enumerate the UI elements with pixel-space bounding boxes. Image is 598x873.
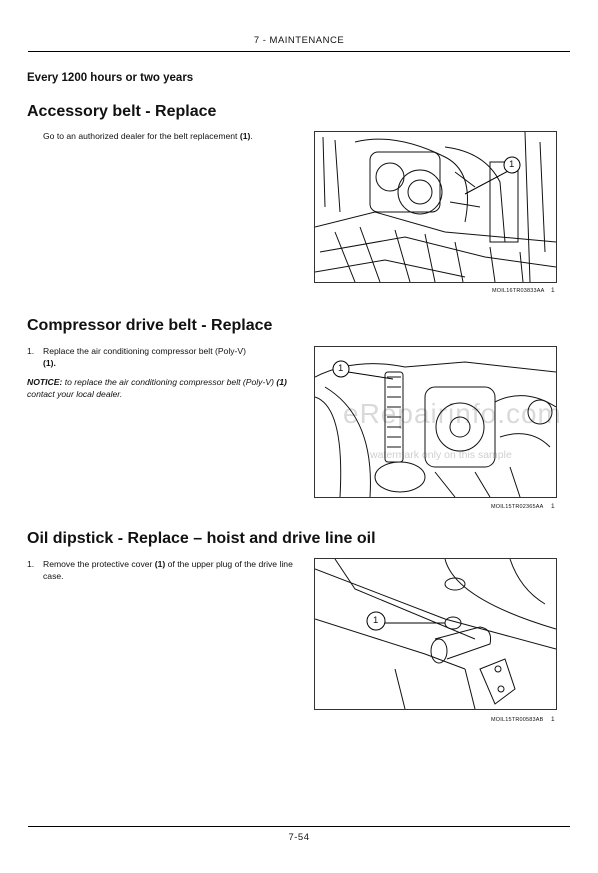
footer-rule	[28, 826, 570, 827]
figure-number: 1	[551, 287, 555, 294]
compressor-step-1: 1. Replace the air conditioning compressor belt (Poly-V) (1).	[27, 346, 247, 368]
dipstick-step-1: 1. Remove the protective cover (1) of the upper plug of the drive line case.	[27, 559, 293, 581]
section-title-oil-dipstick: Oil dipstick - Replace – hoist and drive line oil	[27, 530, 376, 547]
callout-1: 1	[373, 615, 379, 626]
interval-heading: Every 1200 hours or two years	[27, 72, 194, 84]
section-title-compressor-belt: Compressor drive belt - Replace	[27, 317, 273, 334]
running-header: 7 - MAINTENANCE	[253, 35, 345, 46]
section-title-accessory-belt: Accessory belt - Replace	[27, 103, 217, 120]
header-rule	[28, 51, 570, 52]
figure-number: 1	[551, 716, 555, 723]
page-number: 7-54	[288, 832, 310, 843]
accessory-belt-figure	[314, 131, 557, 283]
figure-code: MOIL16TR03833AA	[492, 288, 545, 294]
figure-number: 1	[551, 503, 555, 510]
callout-1: 1	[338, 363, 344, 374]
accessory-belt-instruction: Go to an authorized dealer for the belt replacement (1).	[43, 131, 253, 141]
watermark-site: eRepairinfo.com	[343, 398, 562, 429]
watermark-note: watermark only on this sample	[370, 449, 512, 461]
oil-dipstick-figure	[314, 558, 557, 710]
compressor-notice: NOTICE: to replace the air conditioning compressor belt (Poly-V) (1) contact your local dealer.	[27, 377, 287, 399]
callout-1: 1	[509, 159, 515, 170]
figure-code: MOIL15TR02365AA	[491, 504, 544, 510]
figure-code: MOIL15TR00583AB	[491, 717, 544, 723]
